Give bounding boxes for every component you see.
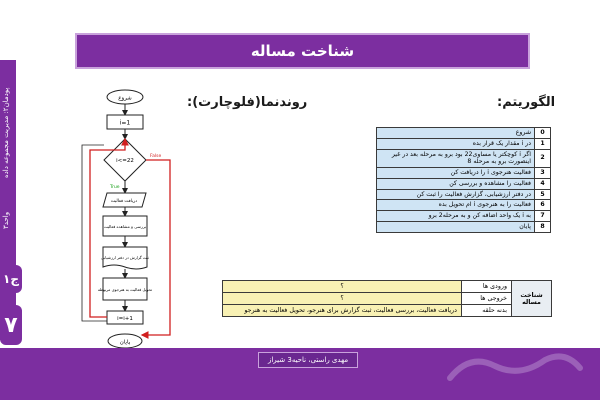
- table-row: [377, 128, 551, 139]
- step-number: 3: [535, 168, 551, 179]
- step-text: به i یک واحد اضافه کن و به مرحله2 برو: [377, 211, 535, 222]
- unit-label: واحد۳: [2, 211, 10, 229]
- table-row: [223, 305, 552, 317]
- flow-start-text: شروع: [118, 95, 132, 102]
- step-number: 5: [535, 189, 551, 200]
- flow-true-label: True: [110, 185, 120, 190]
- slide-title: شناخت مساله: [75, 33, 530, 69]
- loop-body-label: بدنه حلقه: [462, 305, 512, 317]
- outputs-value: ؟: [223, 293, 462, 305]
- watermark-logo-icon: [440, 348, 590, 388]
- step-number: 0: [535, 128, 551, 139]
- loop-body-value: دریافت فعالیت، بررسی فعالیت، ثبت گزارش برای هنرجو، تحویل فعالیت به هنرجو: [223, 305, 462, 317]
- footer-author: مهدی راستی، ناحیه3 شیراز: [258, 352, 358, 368]
- chapter-title: پودمان۲: مدیریت مجموعه داده: [2, 87, 10, 179]
- flow-end-text: پایان: [119, 339, 131, 346]
- flow-step-text: ثبت گزارش در دفتر ارزشیابی: [100, 255, 150, 260]
- table-row: [377, 221, 551, 232]
- step-text: پایان: [377, 221, 535, 232]
- table-row: [377, 138, 551, 149]
- problem-side-label: شناخت مساله: [512, 281, 552, 317]
- step-number: 2: [535, 149, 551, 168]
- table-row: [223, 281, 552, 293]
- flow-step-text: بررسی و مشاهده فعالیت: [103, 224, 147, 229]
- flow-false-label: False: [150, 154, 162, 159]
- table-row: [377, 168, 551, 179]
- table-row: [377, 178, 551, 189]
- table-row: [223, 293, 552, 305]
- table-row: [377, 189, 551, 200]
- flow-init-text: i=1: [119, 119, 131, 127]
- algorithm-table: [376, 127, 551, 233]
- table-row: [377, 211, 551, 222]
- step-text: در i مقدار یک قرار بده: [377, 138, 535, 149]
- table-row: [377, 200, 551, 211]
- step-text: اگر i کوچکتر یا مساوی22 بود برو به مرحله بعد در غیر اینصورت برو به مرحله 8: [377, 149, 535, 168]
- flowchart-heading: روندنما(فلوچارت):: [187, 95, 308, 110]
- flow-condition-text: i<=22: [116, 158, 134, 164]
- step-number: 1: [535, 138, 551, 149]
- inputs-label: ورودی ها: [462, 281, 512, 293]
- step-number: 8: [535, 221, 551, 232]
- algorithm-heading: الگوریتم:: [497, 95, 556, 110]
- flow-step-text: تحویل فعالیت به هنرجوی مربوطه: [97, 287, 153, 292]
- problem-table: [222, 280, 552, 317]
- step-text: شروع: [377, 128, 535, 139]
- table-row: [377, 149, 551, 168]
- number-badge: ۷: [0, 305, 22, 345]
- flow-step-text: دریافت فعالیت: [110, 199, 138, 204]
- step-number: 6: [535, 200, 551, 211]
- chapter-badge: ج۱: [0, 265, 22, 293]
- outputs-label: خروجی ها: [462, 293, 512, 305]
- step-text: فعالیت را به هنرجوی i ام تحویل بده: [377, 200, 535, 211]
- inputs-value: ؟: [223, 281, 462, 293]
- flowchart: [70, 85, 190, 355]
- step-number: 4: [535, 178, 551, 189]
- step-text: فعالیت هنرجوی i را دریافت کن: [377, 168, 535, 179]
- step-number: 7: [535, 211, 551, 222]
- step-text: فعالیت را مشاهده و بررسی کن: [377, 178, 535, 189]
- step-text: در دفتر ارزشیابی، گزارش فعالیت را ثبت کن: [377, 189, 535, 200]
- flow-increment-text: i=i+1: [117, 316, 133, 322]
